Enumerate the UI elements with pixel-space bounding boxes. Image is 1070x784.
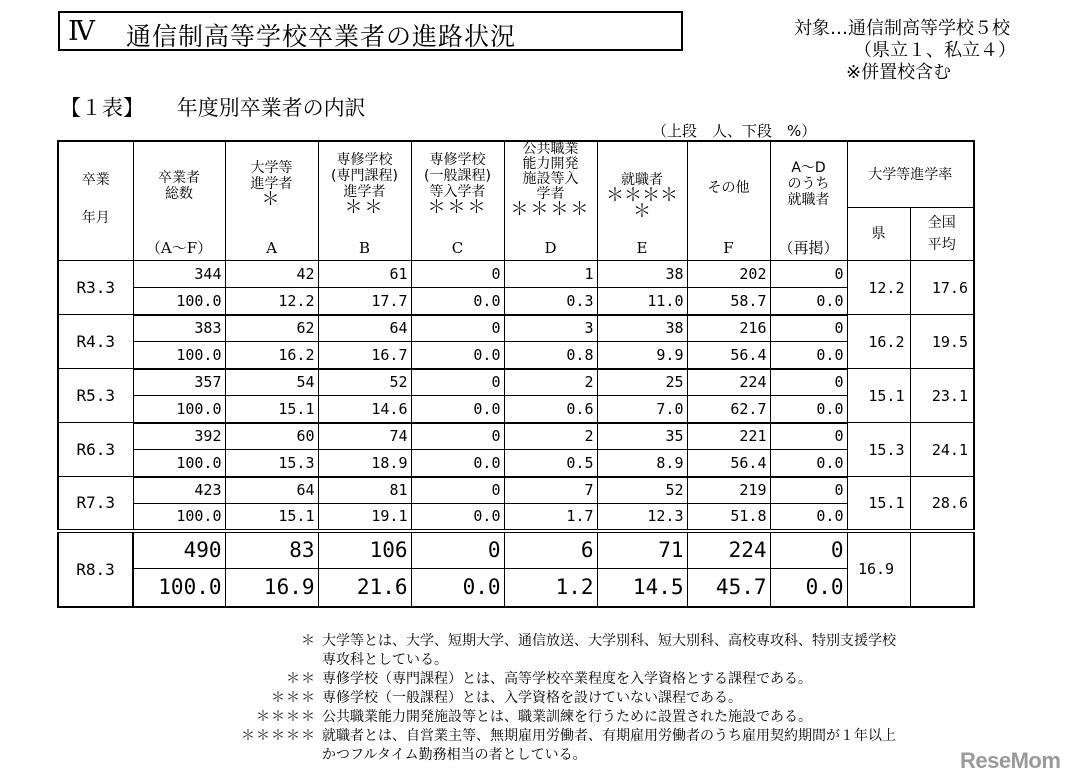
percent-cell: 58.7 <box>687 288 770 315</box>
rate-pref: 16.9 <box>847 531 910 607</box>
header-e-label: 就職者 <box>621 172 663 188</box>
percent-cell: 16.2 <box>225 342 318 369</box>
count-cell: 61 <box>318 261 411 288</box>
rate-pref: 15.1 <box>847 477 910 531</box>
header-total <box>133 141 225 261</box>
count-cell: 0 <box>411 261 504 288</box>
header-c-code: C <box>451 239 464 257</box>
count-cell: 0 <box>411 423 504 450</box>
percent-cell: 100.0 <box>133 450 225 477</box>
footnote-text: 公共職業能力開発施設等とは、職業訓練を行うために設置された施設である。 <box>322 709 812 725</box>
count-cell: 224 <box>687 369 770 396</box>
rate-pref: 15.1 <box>847 369 910 423</box>
count-cell: 0 <box>411 369 504 396</box>
count-cell: 202 <box>687 261 770 288</box>
count-cell: 0 <box>770 423 847 450</box>
percent-cell: 8.9 <box>597 450 687 477</box>
count-cell: 81 <box>318 477 411 504</box>
percent-cell: 0.0 <box>411 342 504 369</box>
header-ad-code: （再掲） <box>778 239 839 257</box>
header-rate-national: 全国 平均 <box>910 208 974 261</box>
footnote-mark: ＊＊＊＊ <box>256 709 316 725</box>
rate-pref: 12.2 <box>847 261 910 315</box>
header-a-code: A <box>266 239 277 257</box>
count-cell: 383 <box>133 315 225 342</box>
header-total-label: 卒業者 総数 <box>158 170 200 202</box>
count-cell: 224 <box>687 531 770 569</box>
percent-cell: 1.7 <box>504 504 597 531</box>
count-cell: 0 <box>411 315 504 342</box>
percent-cell: 14.5 <box>597 569 687 607</box>
header-f-label: その他 <box>707 180 750 196</box>
footnote-mark: ＊ <box>301 633 316 649</box>
header-a <box>225 141 318 261</box>
count-cell: 219 <box>687 477 770 504</box>
count-cell: 0 <box>770 315 847 342</box>
footnote <box>230 746 896 765</box>
percent-cell: 100.0 <box>133 342 225 369</box>
count-cell: 106 <box>318 531 411 569</box>
percent-cell: 100.0 <box>133 504 225 531</box>
count-cell: 25 <box>597 369 687 396</box>
percent-cell: 15.1 <box>225 504 318 531</box>
footnote <box>230 708 896 727</box>
row-year: R7.3 <box>58 477 133 531</box>
footnote-text: 専攻科としている。 <box>322 652 448 668</box>
header-total-code: （A～F） <box>145 239 213 257</box>
header-d <box>504 141 597 261</box>
footnote <box>230 670 896 689</box>
percent-cell: 9.9 <box>597 342 687 369</box>
count-cell: 2 <box>504 423 597 450</box>
percent-cell: 16.9 <box>225 569 318 607</box>
percent-cell: 100.0 <box>133 288 225 315</box>
rate-national <box>910 531 974 607</box>
percent-cell: 11.0 <box>597 288 687 315</box>
table-title: 年度別卒業者の内訳 <box>176 96 366 120</box>
rate-national: 17.6 <box>910 261 974 315</box>
count-cell: 221 <box>687 423 770 450</box>
percent-cell: 0.0 <box>770 396 847 423</box>
percent-cell: 51.8 <box>687 504 770 531</box>
percent-cell: 1.2 <box>504 569 597 607</box>
footnote-text: 専修学校（一般課程）とは、入学資格を設けていない課程である。 <box>322 690 742 706</box>
header-c <box>411 141 504 261</box>
percent-cell: 21.6 <box>318 569 411 607</box>
rate-pref: 16.2 <box>847 315 910 369</box>
percent-cell: 16.7 <box>318 342 411 369</box>
header-d-stars: ＊＊＊＊ <box>510 199 591 220</box>
count-cell: 52 <box>597 477 687 504</box>
header-year <box>58 141 133 261</box>
count-cell: 35 <box>597 423 687 450</box>
percent-cell: 15.3 <box>225 450 318 477</box>
footnote <box>230 651 896 670</box>
count-cell: 344 <box>133 261 225 288</box>
percent-cell: 0.8 <box>504 342 597 369</box>
header-a-label: 大学等 進学者 <box>250 160 293 192</box>
percent-cell: 100.0 <box>133 569 225 607</box>
rate-national: 28.6 <box>910 477 974 531</box>
percent-cell: 56.4 <box>687 450 770 477</box>
count-cell: 74 <box>318 423 411 450</box>
percent-cell: 17.7 <box>318 288 411 315</box>
footnote <box>230 689 896 708</box>
header-a-stars: ＊ <box>261 189 282 210</box>
footnote-text: 就職者とは、自営業主等、無期雇用労働者、有期雇用労働者のうち雇用契約期間が１年以上 <box>322 728 896 744</box>
footnote-mark: ＊＊＊ <box>271 690 316 706</box>
target-line-1: 対象…通信制高等学校５校 <box>794 18 1010 39</box>
header-e-code: E <box>636 239 648 257</box>
page-title: 通信制高等学校卒業者の進路状況 <box>126 22 517 51</box>
table-label: 【１表】 <box>60 96 144 120</box>
percent-cell: 7.0 <box>597 396 687 423</box>
count-cell: 62 <box>225 315 318 342</box>
percent-cell: 0.3 <box>504 288 597 315</box>
percent-cell: 0.0 <box>770 288 847 315</box>
row-year: R4.3 <box>58 315 133 369</box>
header-b-code: B <box>358 239 371 257</box>
count-cell: 42 <box>225 261 318 288</box>
count-cell: 357 <box>133 369 225 396</box>
footnote <box>230 632 896 651</box>
row-year: R5.3 <box>58 369 133 423</box>
target-line-2: （県立１、私立４） <box>854 40 1016 61</box>
percent-cell: 0.0 <box>770 342 847 369</box>
row-year: R3.3 <box>58 261 133 315</box>
percent-cell: 0.0 <box>770 504 847 531</box>
header-c-stars: ＊＊＊ <box>427 197 488 218</box>
header-ad <box>770 141 847 261</box>
percent-cell: 0.6 <box>504 396 597 423</box>
percent-cell: 18.9 <box>318 450 411 477</box>
footnote-mark: ＊＊ <box>286 671 316 687</box>
count-cell: 0 <box>770 369 847 396</box>
graduates-table <box>57 140 975 608</box>
percent-cell: 12.2 <box>225 288 318 315</box>
footnote-text: 専修学校（専門課程）とは、高等学校卒業程度を入学資格とする課程である。 <box>322 671 812 687</box>
count-cell: 54 <box>225 369 318 396</box>
percent-cell: 12.3 <box>597 504 687 531</box>
count-cell: 64 <box>225 477 318 504</box>
header-d-code: D <box>544 239 557 257</box>
rate-pref: 15.3 <box>847 423 910 477</box>
count-cell: 71 <box>597 531 687 569</box>
footnote-mark: ＊＊＊＊＊ <box>241 728 316 744</box>
percent-cell: 15.1 <box>225 396 318 423</box>
count-cell: 392 <box>133 423 225 450</box>
header-year-line2: 年月 <box>81 210 110 226</box>
header-d-label: 公共職業 能力開発 施設等入 学者 <box>522 141 579 202</box>
header-b-stars: ＊＊ <box>344 197 385 218</box>
footnote-text: かつフルタイム勤務相当の者としている。 <box>322 747 587 763</box>
row-year: R6.3 <box>58 423 133 477</box>
count-cell: 1 <box>504 261 597 288</box>
footnote-text: 大学等とは、大学、短期大学、通信放送、大学別科、短大別科、高校専攻科、特別支援学校 <box>322 633 896 649</box>
percent-cell: 0.0 <box>411 288 504 315</box>
unit-note: （上段 人、下段 %） <box>652 122 817 140</box>
count-cell: 0 <box>770 261 847 288</box>
target-line-3: ※併置校含む <box>846 62 952 83</box>
count-cell: 423 <box>133 477 225 504</box>
count-cell: 83 <box>225 531 318 569</box>
header-rate: 大学等進学率 <box>847 141 974 208</box>
header-ad-label: A～D のうち 就職者 <box>787 160 830 208</box>
header-b <box>318 141 411 261</box>
header-e-stars: ＊＊＊＊＊ <box>606 185 678 222</box>
resemom-logo: ReseMom <box>960 748 1061 773</box>
count-cell: 38 <box>597 315 687 342</box>
count-cell: 2 <box>504 369 597 396</box>
count-cell: 38 <box>597 261 687 288</box>
percent-cell: 14.6 <box>318 396 411 423</box>
header-year-line1: 卒業 <box>81 172 110 188</box>
count-cell: 64 <box>318 315 411 342</box>
count-cell: 0 <box>770 531 847 569</box>
count-cell: 216 <box>687 315 770 342</box>
percent-cell: 0.0 <box>770 569 847 607</box>
percent-cell: 0.0 <box>411 396 504 423</box>
count-cell: 0 <box>411 531 504 569</box>
percent-cell: 56.4 <box>687 342 770 369</box>
header-f-code: F <box>723 239 734 257</box>
count-cell: 0 <box>770 477 847 504</box>
percent-cell: 45.7 <box>687 569 770 607</box>
target-note <box>794 18 1016 84</box>
header-c-label: 専修学校 (一般課程) 等入学者 <box>424 152 491 200</box>
section-heading <box>60 92 366 122</box>
footnotes <box>230 632 896 765</box>
count-cell: 3 <box>504 315 597 342</box>
count-cell: 0 <box>411 477 504 504</box>
percent-cell: 100.0 <box>133 396 225 423</box>
title-numeral: Ⅳ <box>68 16 95 47</box>
percent-cell: 0.0 <box>411 504 504 531</box>
rate-national: 24.1 <box>910 423 974 477</box>
percent-cell: 19.1 <box>318 504 411 531</box>
header-f <box>687 141 770 261</box>
count-cell: 7 <box>504 477 597 504</box>
count-cell: 6 <box>504 531 597 569</box>
footnote <box>230 727 896 746</box>
count-cell: 52 <box>318 369 411 396</box>
percent-cell: 0.0 <box>411 569 504 607</box>
percent-cell: 0.0 <box>770 450 847 477</box>
title-box <box>58 11 683 51</box>
rate-national: 23.1 <box>910 369 974 423</box>
header-b-label: 専修学校 (専門課程) 進学者 <box>331 152 398 200</box>
percent-cell: 62.7 <box>687 396 770 423</box>
percent-cell: 0.5 <box>504 450 597 477</box>
header-rate-pref: 県 <box>847 208 910 261</box>
rate-national: 19.5 <box>910 315 974 369</box>
percent-cell: 0.0 <box>411 450 504 477</box>
count-cell: 60 <box>225 423 318 450</box>
row-year: R8.3 <box>58 531 133 607</box>
header-e <box>597 141 687 261</box>
count-cell: 490 <box>133 531 225 569</box>
